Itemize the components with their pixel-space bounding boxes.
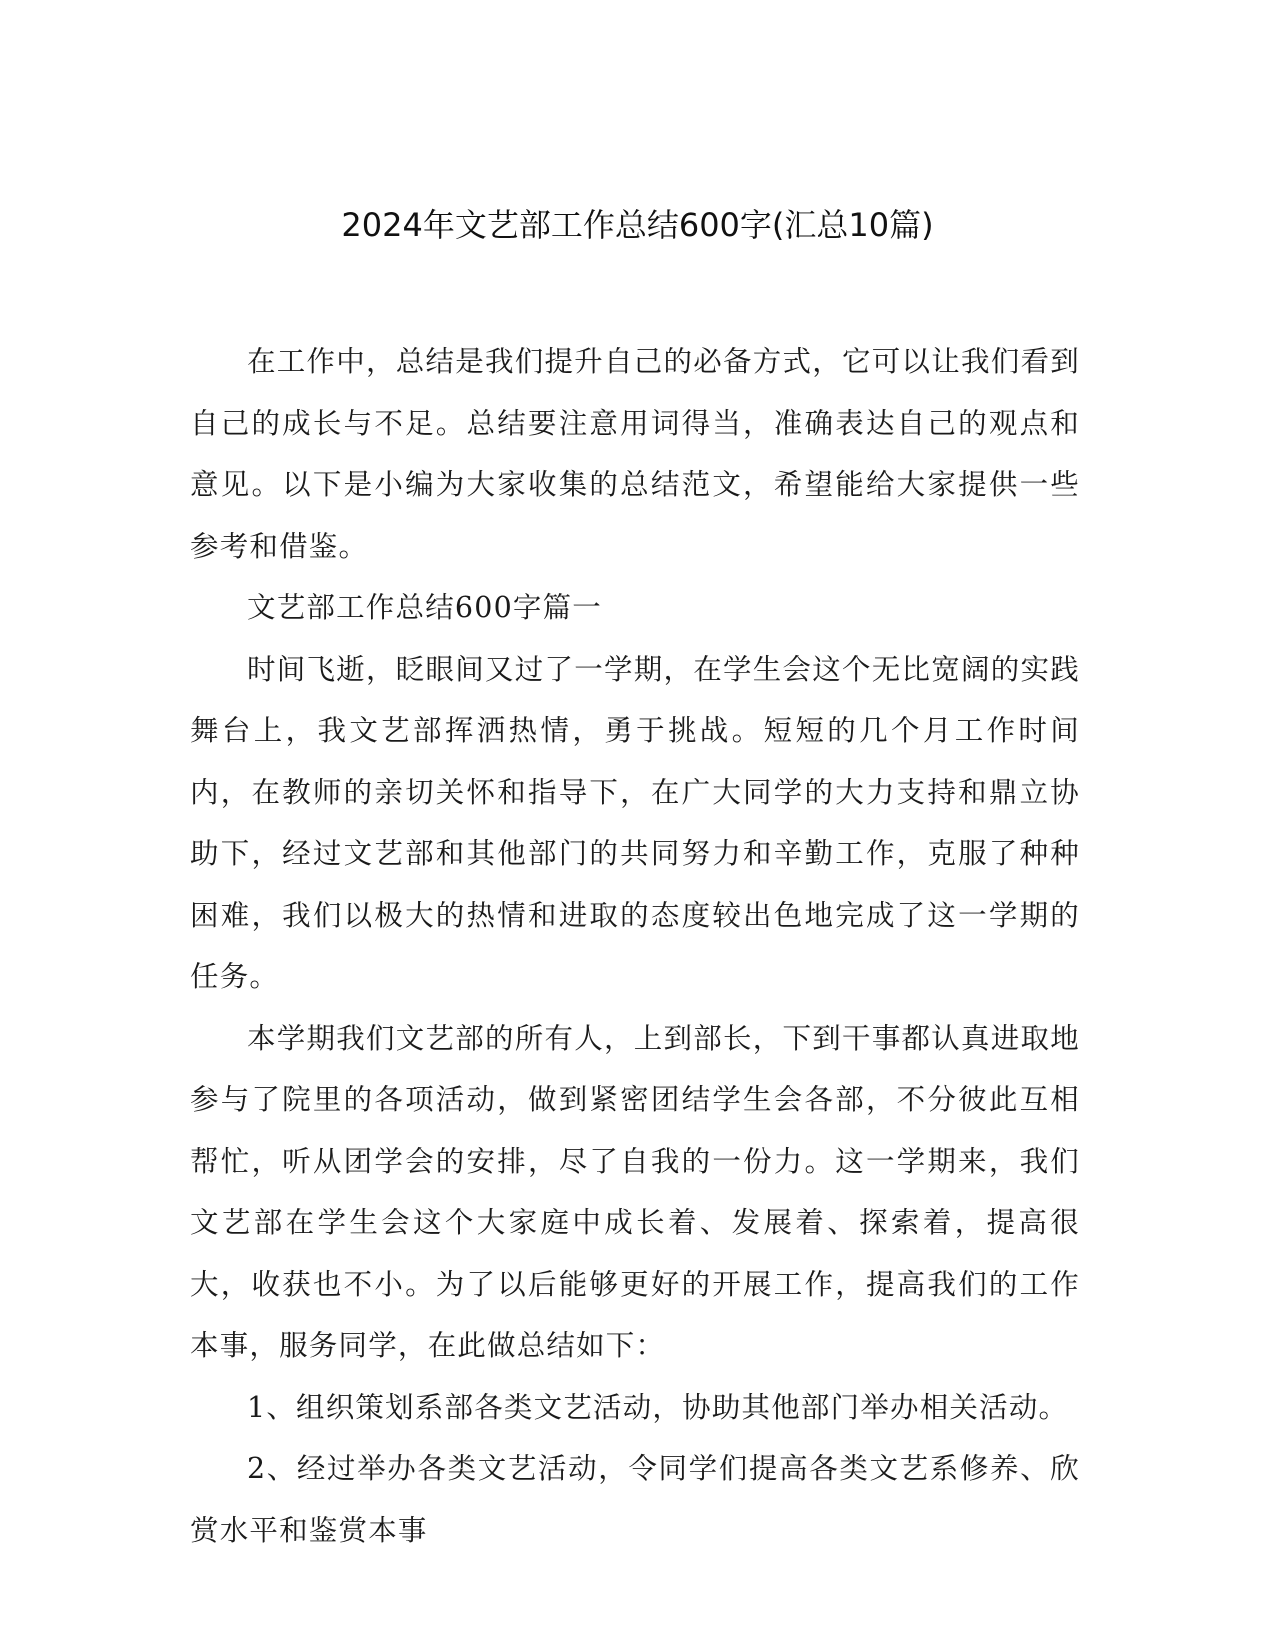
- body-paragraph: 时间飞逝，眨眼间又过了一学期，在学生会这个无比宽阔的实践舞台上，我文艺部挥洒热情，勇于挑战。短短的几个月工作时间内，在教师的亲切关怀和指导下，在广大同学的大力支持和鼎立协助下，经过文艺部和其他部门的共同努力和辛勤工作，克服了种种困难，我们以极大的热情和进取的态度较出色地完成了这一学期的任务。: [190, 652, 1080, 993]
- document-title: 2024年文艺部工作总结600字(汇总10篇): [341, 206, 934, 244]
- document-body: [190, 331, 1080, 1561]
- list-item: 2、经过举办各类文艺活动，令同学们提高各类文艺系修养、欣赏水平和鉴赏本事: [190, 1452, 1080, 1547]
- list-item: 1、组织策划系部各类文艺活动，协助其他部门举办相关活动。: [247, 1390, 1069, 1424]
- body-paragraph: 本学期我们文艺部的所有人，上到部长，下到干事都认真进取地参与了院里的各项活动，做到紧密团结学生会各部，不分彼此互相帮忙，听从团学会的安排，尽了自我的一份力。这一学期来，我们文艺部在学生会这个大家庭中成长着、发展着、探索着，提高很大，收获也不小。为了以后能够更好的开展工作，提高我们的工作本事，服务同学，在此做总结如下：: [190, 1021, 1080, 1362]
- section-heading: 文艺部工作总结600字篇一: [247, 591, 602, 624]
- intro-paragraph: 在工作中，总结是我们提升自己的必备方式，它可以让我们看到自己的成长与不足。总结要注意用词得当，准确表达自己的观点和意见。以下是小编为大家收集的总结范文，希望能给大家提供一些参考和借鉴。: [190, 345, 1080, 563]
